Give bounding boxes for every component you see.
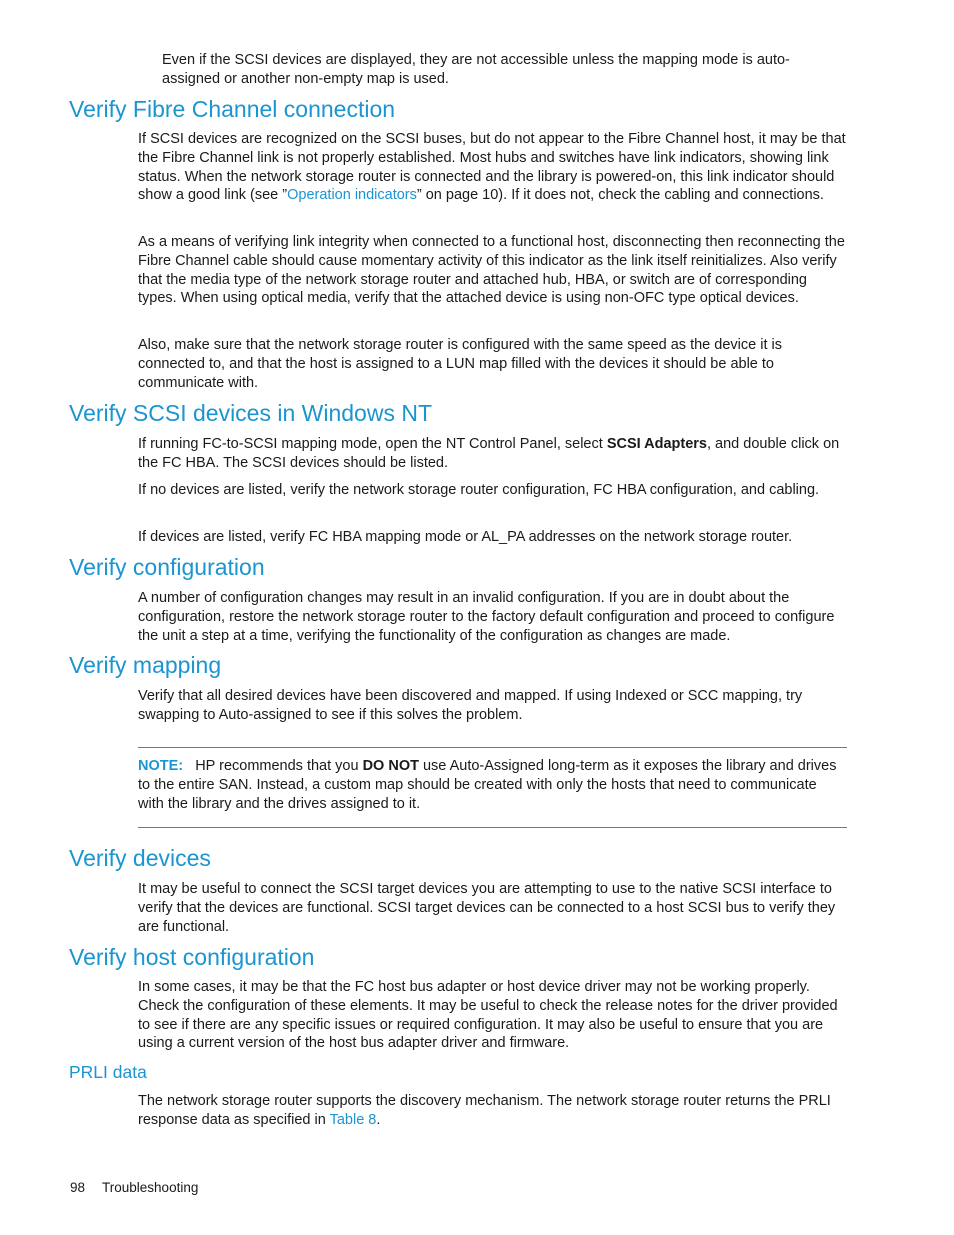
heading-verify-scsi-windows-nt: Verify SCSI devices in Windows NT [69,400,433,426]
note-box [138,757,846,813]
windows-nt-p1-text-a: If running FC-to-SCSI mapping mode, open the NT Control Panel, select [138,436,607,452]
prli-paragraph-1 [138,1092,846,1130]
note-label: NOTE: [138,758,184,774]
windows-nt-p1-text-b: , and double click on the FC HBA. The SCSI devices should be listed. [138,436,840,471]
heading-verify-fibre-channel: Verify Fibre Channel connection [69,96,396,122]
windows-nt-paragraph-2: If no devices are listed, verify the network storage router configuration, FC HBA configuration, and cabling. [138,482,820,498]
heading-verify-mapping: Verify mapping [69,652,222,678]
mapping-paragraph-1: Verify that all desired devices have been discovered and mapped. If using Indexed or SCC mapping, try swapping to Auto-assigned to see if this solves the problem. [138,688,803,723]
fibre-channel-p1-text-a: If SCSI devices are recognized on the SCSI buses, but do not appear to the Fibre Channel host, it may be that the Fibre Channel link is not properly established. Most hubs and switches have link indicators, showing link status. When the network storage router is connected and the library is powered-on, this link indicator should show a good link (see ” [138,131,846,204]
scsi-adapters-term: SCSI Adapters [606,436,707,452]
footer-section-name: Troubleshooting [102,1180,199,1195]
heading-verify-configuration: Verify configuration [69,554,265,580]
prli-p1-text-a: The network storage router supports the discovery mechanism. The network storage router returns the PRLI response data as specified in [138,1093,831,1128]
fibre-channel-paragraph-1 [138,130,846,205]
page-footer [70,1179,198,1197]
fibre-channel-p1-text-b: ” on page 10). If it does not, check the cabling and connections. [416,187,824,204]
fibre-channel-paragraph-3: Also, make sure that the network storage router is configured with the same speed as the device it is connected to, and that the host is assigned to a LUN map filled with the devices it should be able to communicate with. [138,337,782,391]
table-8-link[interactable]: Table 8 [329,1111,377,1128]
fibre-channel-paragraph-2: As a means of verifying link integrity when connected to a functional host, disconnecting then reconnecting the Fibre Channel cable should cause momentary activity of this indicator as the link itself reinitializes. Also verify that the media type of the network storage router and attached hub, HBA, or switch are of corresponding types. When using optical media, verify that the attached device is using non-OFC type optical devices. [138,234,845,307]
heading-verify-host-configuration: Verify host configuration [69,944,315,970]
configuration-paragraph-1: A number of configuration changes may result in an invalid configuration. If you are in doubt about the configuration, restore the network storage router to the factory default configuration and proceed to configure the unit a step at a time, verifying the functionality of the configuration as changes are made. [138,590,835,644]
windows-nt-paragraph-3: If devices are listed, verify FC HBA mapping mode or AL_PA addresses on the network storage router. [138,529,793,545]
note-text-a: HP recommends that you [195,758,363,774]
devices-paragraph-1: It may be useful to connect the SCSI target devices you are attempting to use to the native SCSI interface to verify that the devices are functional. SCSI target devices can be connected to a host SCSI bus to verify they are functional. [138,881,836,935]
note-text-b: use Auto-Assigned long-term as it exposes the library and drives to the entire SAN. Instead, a custom map should be created with only the hosts that need to communicate with the library and the drives assigned to it. [138,758,837,812]
intro-paragraph: Even if the SCSI devices are displayed, they are not accessible unless the mapping mode is auto-assigned or another non-empty map is used. [162,52,790,87]
host-configuration-paragraph-1: In some cases, it may be that the FC host bus adapter or host device driver may not be working properly. Check the configuration of these elements. It may be useful to check the release notes for the driver provided to see if there are any specific issues or required configuration. It may also be useful to ensure that you are using a current version of the host bus adapter driver and firmware. [138,979,838,1052]
heading-verify-devices: Verify devices [69,845,211,871]
prli-p1-text-b: . [376,1111,381,1128]
heading-prli-data: PRLI data [69,1062,147,1082]
windows-nt-paragraph-1 [138,435,846,473]
operation-indicators-link[interactable]: Operation indicators [287,187,417,204]
do-not-term: DO NOT [362,758,419,774]
note-bottom-rule [138,827,847,828]
page-number: 98 [70,1180,86,1195]
note-top-rule [138,747,847,748]
